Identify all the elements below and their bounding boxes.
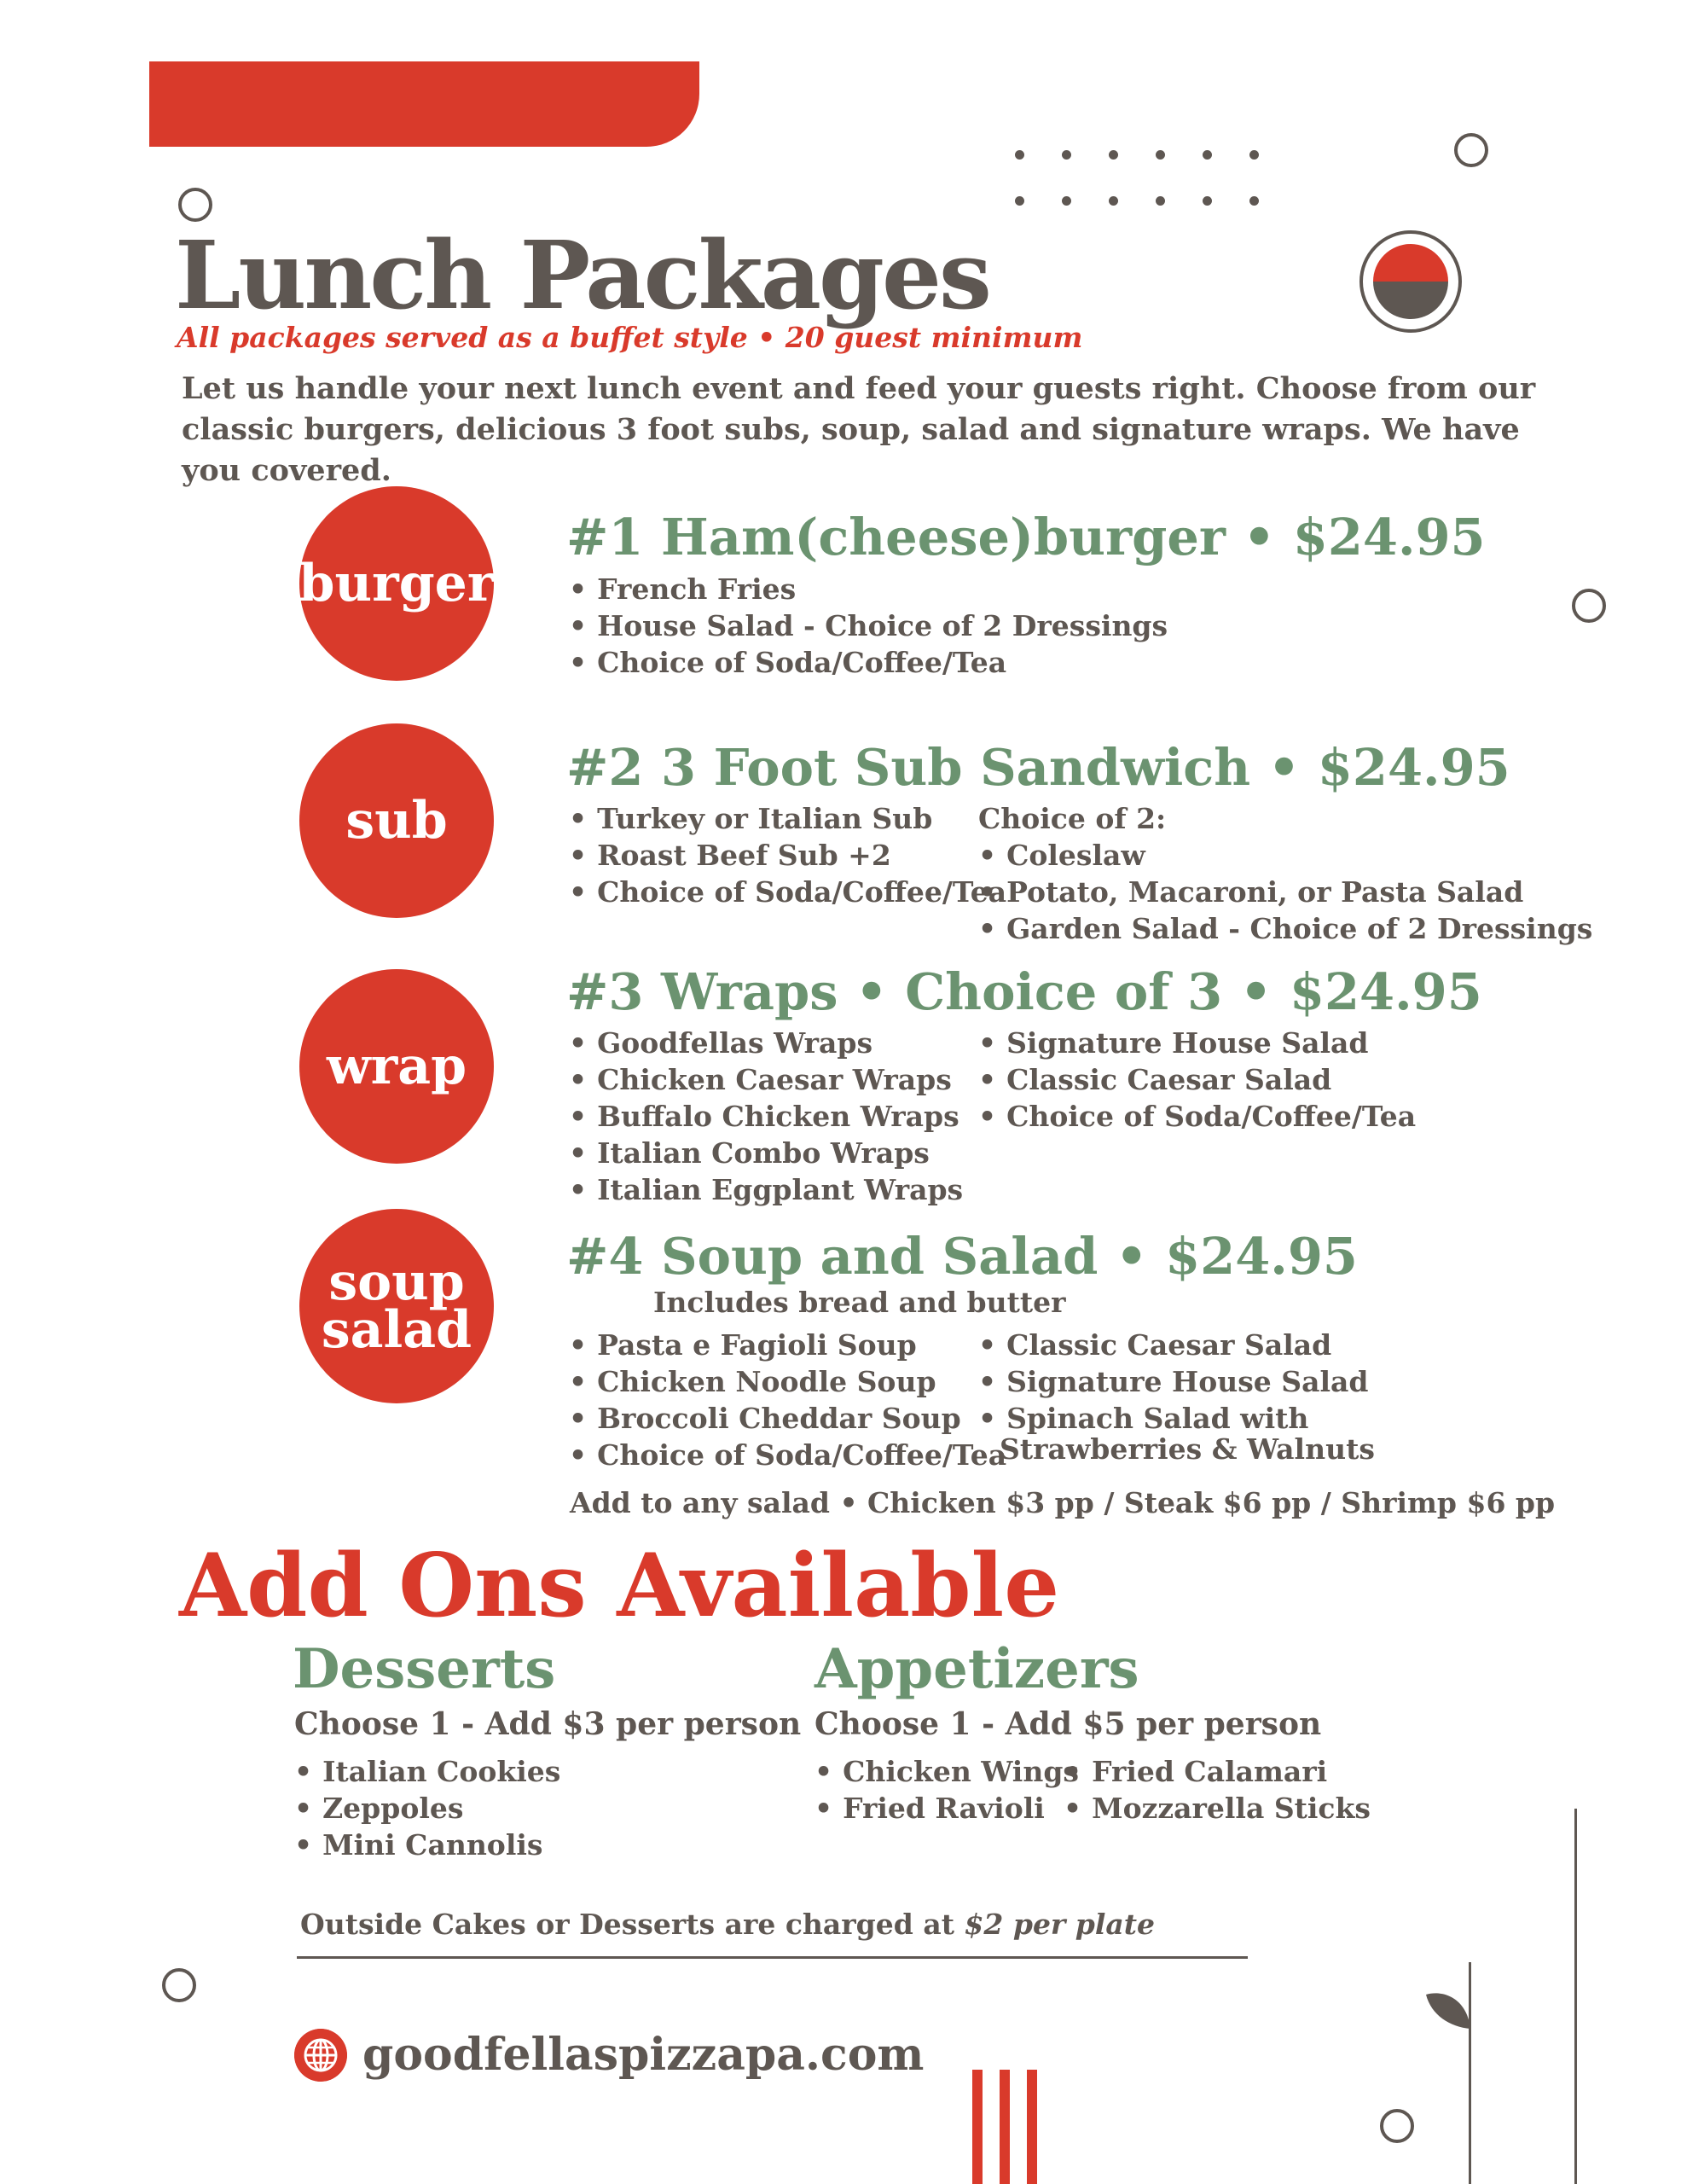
package-3-items-right xyxy=(978,1025,1416,1135)
outside-cakes-note xyxy=(300,1908,1155,1941)
list-item: • Turkey or Italian Sub xyxy=(569,800,1006,837)
list-item: • Pasta e Fagioli Soup xyxy=(569,1327,1006,1363)
package-4-item-continuation: Strawberries & Walnuts xyxy=(1000,1432,1375,1466)
outside-cakes-text: Outside Cakes or Desserts are charged at xyxy=(300,1908,954,1941)
outside-cakes-price: $2 per plate xyxy=(964,1908,1156,1941)
red-stripe-decoration xyxy=(1027,2070,1037,2184)
list-item: • Italian Combo Wraps xyxy=(569,1135,963,1171)
list-item: • Fried Calamari xyxy=(1064,1753,1371,1790)
list-item: • Chicken Noodle Soup xyxy=(569,1363,1006,1400)
list-item: • Fried Ravioli xyxy=(815,1790,1079,1827)
appetizers-title: Appetizers xyxy=(815,1637,1139,1701)
list-item: • Spinach Salad with xyxy=(978,1400,1368,1437)
list-item: • Signature House Salad xyxy=(978,1363,1368,1400)
red-stripe-decoration xyxy=(972,2070,983,2184)
dot-grid-decoration xyxy=(1015,150,1262,210)
desserts-note: Choose 1 - Add $3 per person xyxy=(294,1706,802,1742)
addons-title: Add Ons Available xyxy=(179,1535,1060,1637)
badge-soup-salad xyxy=(299,1209,494,1403)
circle-outline-decoration xyxy=(1572,589,1606,623)
list-item: • Goodfellas Wraps xyxy=(569,1025,963,1061)
list-item: • Italian Cookies xyxy=(294,1753,560,1790)
website-link[interactable]: goodfellaspizzapa.com xyxy=(362,2029,925,2081)
list-item: • French Fries xyxy=(569,571,1168,607)
leaf-decoration xyxy=(1424,1991,1472,2032)
circle-outline-decoration xyxy=(1454,133,1488,167)
list-item: • Italian Eggplant Wraps xyxy=(569,1171,963,1208)
globe-icon xyxy=(294,2029,347,2082)
intro-text xyxy=(182,369,1580,491)
list-item: • Classic Caesar Salad xyxy=(978,1327,1368,1363)
list-item: • Coleslaw xyxy=(978,837,1592,874)
list-item: • Choice of Soda/Coffee/Tea xyxy=(569,644,1168,681)
package-3-title: #3 Wraps • Choice of 3 • $24.95 xyxy=(566,962,1482,1021)
red-stripe-decoration xyxy=(1000,2070,1010,2184)
badge-burger: burger xyxy=(299,486,494,681)
appetizers-items-right xyxy=(1064,1753,1371,1827)
top-red-banner xyxy=(149,61,699,147)
list-item: • Mozzarella Sticks xyxy=(1064,1790,1371,1827)
list-item: • Roast Beef Sub +2 xyxy=(569,837,1006,874)
package-2-title: #2 3 Foot Sub Sandwich • $24.95 xyxy=(566,738,1510,797)
circle-outline-decoration xyxy=(178,188,212,222)
list-item: • Chicken Wings xyxy=(815,1753,1079,1790)
package-2-choice-heading: Choice of 2: xyxy=(978,802,1167,835)
list-item: • Choice of Soda/Coffee/Tea xyxy=(978,1098,1416,1135)
list-item: • Chicken Caesar Wraps xyxy=(569,1061,963,1098)
list-item: • Choice of Soda/Coffee/Tea xyxy=(569,874,1006,910)
package-4-note: Includes bread and butter xyxy=(653,1286,1066,1319)
intro-line: Let us handle your next lunch event and feed your guests right. Choose from our xyxy=(182,371,1536,406)
list-item: • Potato, Macaroni, or Pasta Salad xyxy=(978,874,1592,910)
package-3-items-left xyxy=(569,1025,963,1208)
list-item: • Mini Cannolis xyxy=(294,1827,560,1863)
list-item: • Buffalo Chicken Wraps xyxy=(569,1098,963,1135)
intro-line: classic burgers, delicious 3 foot subs, soup, salad and signature wraps. We have you covered. xyxy=(182,412,1520,488)
list-item: • Signature House Salad xyxy=(978,1025,1416,1061)
badge-line: salad xyxy=(321,1300,472,1360)
list-item: • Broccoli Cheddar Soup xyxy=(569,1400,1006,1437)
package-1-items xyxy=(569,571,1168,681)
package-4-extra: Add to any salad • Chicken $3 pp / Steak $6 pp / Shrimp $6 pp xyxy=(570,1486,1556,1519)
package-4-title: #4 Soup and Salad • $24.95 xyxy=(566,1227,1358,1286)
page-subtitle: All packages served as a buffet style • 20 guest minimum xyxy=(177,321,1083,354)
vertical-line-decoration xyxy=(1574,1809,1577,2184)
split-circle-decoration xyxy=(1358,229,1464,334)
package-4-items-right xyxy=(978,1327,1368,1437)
appetizers-items-left xyxy=(815,1753,1079,1827)
list-item: • Choice of Soda/Coffee/Tea xyxy=(569,1437,1006,1473)
package-4-items-left xyxy=(569,1327,1006,1473)
package-2-items-right xyxy=(978,837,1592,947)
desserts-items xyxy=(294,1753,560,1863)
package-2-items-left xyxy=(569,800,1006,910)
page-title: Lunch Packages xyxy=(175,220,989,330)
list-item: • Garden Salad - Choice of 2 Dressings xyxy=(978,910,1592,947)
badge-wrap: wrap xyxy=(299,969,494,1164)
badge-line: soup xyxy=(328,1252,465,1312)
list-item: • Classic Caesar Salad xyxy=(978,1061,1416,1098)
circle-outline-decoration xyxy=(1380,2109,1414,2143)
list-item: • Zeppoles xyxy=(294,1790,560,1827)
package-1-title: #1 Ham(cheese)burger • $24.95 xyxy=(566,508,1486,566)
list-item: • House Salad - Choice of 2 Dressings xyxy=(569,607,1168,644)
badge-sub: sub xyxy=(299,723,494,918)
circle-outline-decoration xyxy=(162,1968,196,2002)
appetizers-note: Choose 1 - Add $5 per person xyxy=(815,1706,1322,1742)
divider xyxy=(297,1956,1248,1959)
desserts-title: Desserts xyxy=(293,1637,556,1701)
